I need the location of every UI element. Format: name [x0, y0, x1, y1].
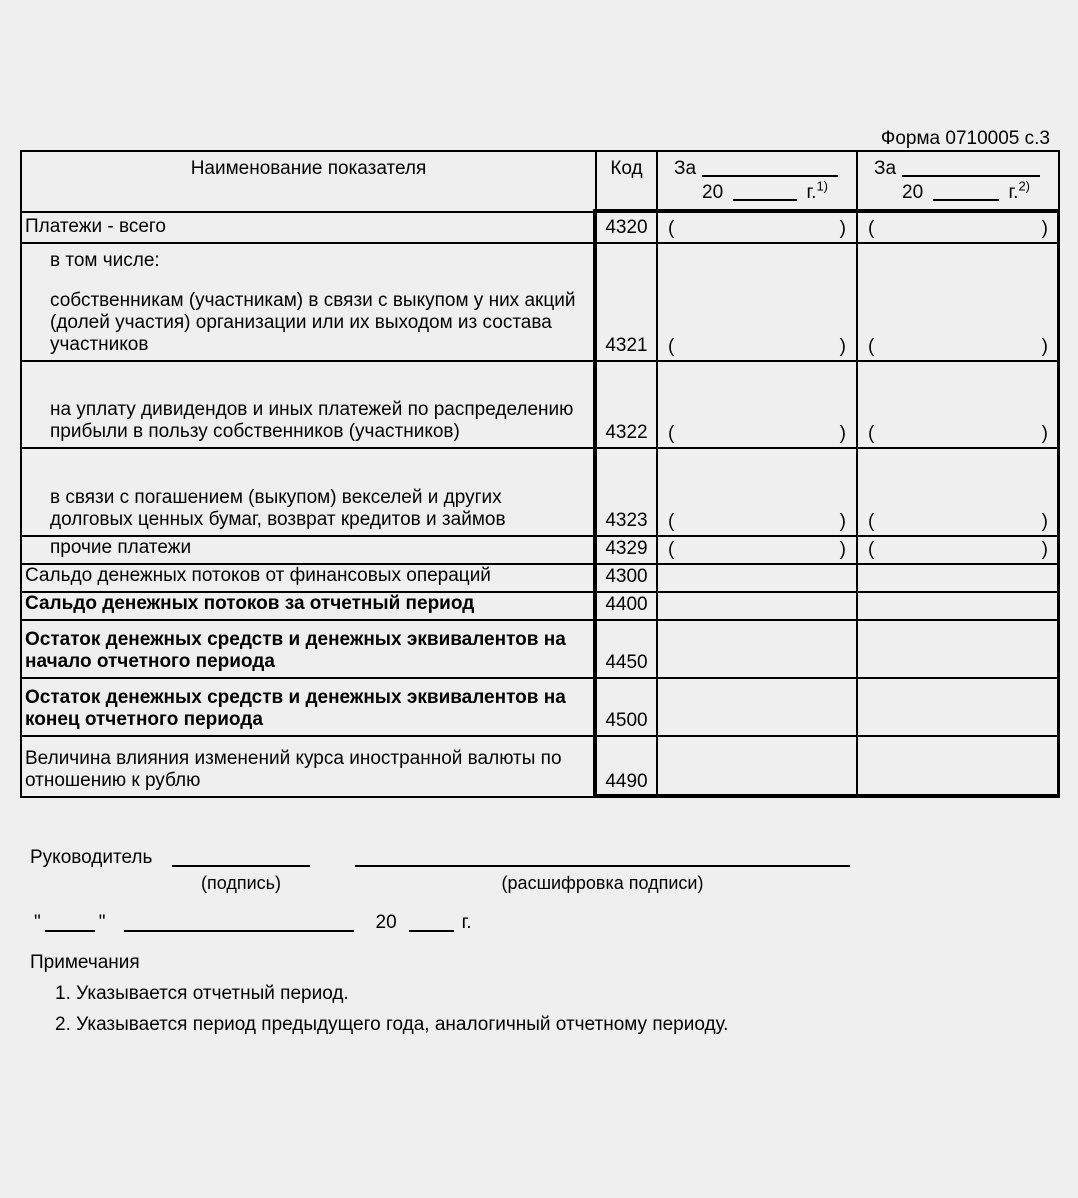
value-cell-period1[interactable] [657, 736, 857, 797]
value-cell-period2[interactable] [857, 361, 1059, 448]
table-row [21, 592, 1059, 620]
row-code-cell: 4321 [596, 243, 657, 361]
period1-year-blank[interactable] [733, 199, 796, 201]
row-name-cell: Платежи - всего [21, 212, 596, 243]
signature-transcript-line[interactable] [355, 865, 850, 867]
date-month-line[interactable] [124, 930, 354, 932]
value-cell-period1[interactable] [657, 536, 857, 564]
row-name-cell [21, 448, 596, 536]
table-row [21, 448, 1059, 536]
transcript-caption: (расшифровка подписи) [501, 873, 704, 893]
value-cell-period1[interactable] [657, 212, 857, 243]
period2-year-suffix: г. [1008, 182, 1019, 203]
paren-open: ( [868, 423, 875, 444]
row-code-cell: 4490 [596, 736, 657, 797]
table-row [21, 678, 1059, 736]
value-cell-period2[interactable] [857, 448, 1059, 536]
value-cell-period1[interactable] [657, 448, 857, 536]
paren-open: ( [868, 539, 875, 560]
paren-close: ) [839, 423, 846, 444]
value-cell-period2[interactable] [857, 678, 1059, 736]
cash-flow-table-wrap [20, 150, 1060, 798]
date-year-line[interactable] [409, 930, 454, 932]
value-cell-period2[interactable] [857, 243, 1059, 361]
paren-close: ) [839, 336, 846, 357]
value-cell-period2[interactable] [857, 212, 1059, 243]
period2-blank-line[interactable] [902, 175, 1040, 177]
signature-block [30, 845, 860, 934]
row-name: на уплату дивидендов и иных платежей по распределению прибыли в пользу собственников (участников) [50, 399, 574, 442]
date-year-prefix: 20 [375, 912, 397, 933]
date-day-line[interactable] [45, 930, 95, 932]
row-name-cell [21, 361, 596, 448]
paren-open: ( [868, 511, 875, 532]
value-cell-period1[interactable] [657, 243, 857, 361]
row-name-cell: Величина влияния изменений курса иностранной валюты по отношению к рублю [21, 736, 596, 797]
period1-year-suffix: г. [806, 182, 817, 203]
paren-open: ( [668, 511, 675, 532]
paren-open: ( [668, 423, 675, 444]
row-code-cell: 4450 [596, 620, 657, 678]
period2-year-prefix: 20 [902, 182, 924, 203]
form-number-label: Форма 0710005 с.3 [880, 128, 1050, 149]
row-name: собственникам (участникам) в связи с выкупом у них акций (долей участия) организации или их выходом из состава участников [50, 290, 576, 355]
date-year-suffix: г. [461, 912, 472, 933]
open-quote: " [34, 912, 41, 933]
row-code-cell: 4320 [596, 212, 657, 243]
paren-open: ( [668, 336, 675, 357]
row-prefix: в том числе: [50, 250, 160, 271]
row-name-cell [21, 243, 596, 361]
table-row [21, 536, 1059, 564]
row-name-cell: Сальдо денежных потоков от финансовых операций [21, 564, 596, 592]
period2-za: За [874, 158, 897, 179]
value-cell-period1[interactable] [657, 564, 857, 592]
row-code-cell: 4500 [596, 678, 657, 736]
note-item: 1. Указывается отчетный период. [55, 983, 349, 1004]
row-code-cell: 4400 [596, 592, 657, 620]
value-cell-period1[interactable] [657, 620, 857, 678]
period1-note-ref: 1) [816, 178, 828, 194]
paren-close: ) [839, 539, 846, 560]
table-row [21, 361, 1059, 448]
value-cell-period1[interactable] [657, 361, 857, 448]
date-row [30, 910, 860, 934]
paren-open: ( [668, 539, 675, 560]
close-quote: " [98, 912, 106, 933]
header-code: Код [596, 151, 657, 212]
header-period-1 [657, 151, 857, 212]
table-row [21, 564, 1059, 592]
paren-close: ) [1041, 423, 1048, 444]
row-code-cell: 4329 [596, 536, 657, 564]
table-row [21, 212, 1059, 243]
row-name: прочие платежи [50, 537, 192, 558]
paren-open: ( [868, 218, 875, 239]
role-label: Руководитель [30, 847, 153, 868]
row-code-cell: 4322 [596, 361, 657, 448]
signature-line[interactable] [172, 865, 310, 867]
note-item: 2. Указывается период предыдущего года, аналогичный отчетному периоду. [55, 1014, 729, 1035]
value-cell-period2[interactable] [857, 564, 1059, 592]
value-cell-period1[interactable] [657, 678, 857, 736]
paren-open: ( [668, 218, 675, 239]
signature-caption: (подпись) [200, 873, 282, 893]
paren-close: ) [1041, 539, 1048, 560]
notes-title: Примечания [30, 952, 140, 973]
period2-year-blank[interactable] [933, 199, 998, 201]
paren-close: ) [1041, 336, 1048, 357]
period1-blank-line[interactable] [702, 175, 838, 177]
header-name: Наименование показателя [21, 151, 596, 212]
table-row [21, 620, 1059, 678]
value-cell-period2[interactable] [857, 536, 1059, 564]
paren-close: ) [1041, 218, 1048, 239]
notes-block [30, 952, 728, 1036]
row-code-cell: 4300 [596, 564, 657, 592]
row-name: в связи с погашением (выкупом) векселей и других долговых ценных бумаг, возврат кредитов и займов [50, 487, 506, 530]
paren-open: ( [868, 336, 875, 357]
table-row [21, 736, 1059, 797]
table-row [21, 243, 1059, 361]
value-cell-period2[interactable] [857, 620, 1059, 678]
row-name-cell [21, 536, 596, 564]
value-cell-period2[interactable] [857, 592, 1059, 620]
value-cell-period1[interactable] [657, 592, 857, 620]
header-period-2 [857, 151, 1059, 212]
value-cell-period2[interactable] [857, 736, 1059, 797]
row-name-cell: Сальдо денежных потоков за отчетный период [21, 592, 596, 620]
period1-za: За [674, 158, 697, 179]
paren-close: ) [1041, 511, 1048, 532]
cash-flow-table [20, 150, 1060, 798]
period1-year-prefix: 20 [702, 182, 724, 203]
row-code-cell: 4323 [596, 448, 657, 536]
table-header-row [21, 151, 1059, 212]
row-name-cell: Остаток денежных средств и денежных эквивалентов на конец отчетного периода [21, 678, 596, 736]
row-name-cell: Остаток денежных средств и денежных эквивалентов на начало отчетного периода [21, 620, 596, 678]
paren-close: ) [839, 218, 846, 239]
period2-note-ref: 2) [1018, 178, 1030, 194]
paren-close: ) [839, 511, 846, 532]
